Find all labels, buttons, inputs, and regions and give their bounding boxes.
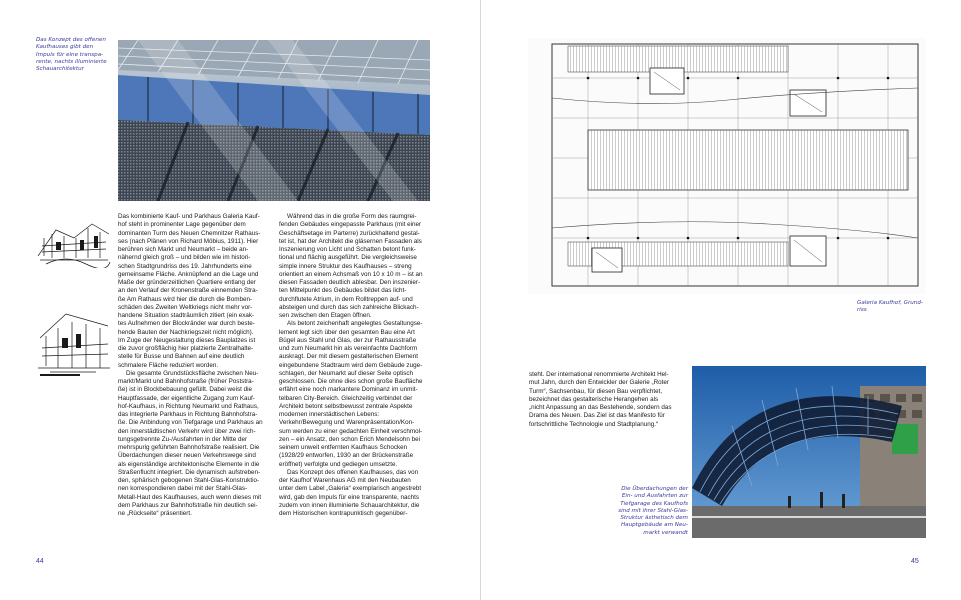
text-column-3 [529, 371, 681, 429]
paragraph: Die gesamte Grundstücksfläche zwischen Neu- markt/Markt und Bahnhofstraße (früher Poststra- ße) ist in Blockbebauung gefüllt. Dabei weist die Hauptfassade, der eigentliche Zugang zum Kauf- hof-Kaufhaus, in Richtung Neumarkt und Rathaus, das integrierte Parkhaus in Richtung Bahnhofstra- ße. Die Anbindung von Tiefgarage und Parkhaus an den innerstädtischen Verkehr wird über zwei rich- tungsgetrennte Zu-/Ausfahrten in der Mitte der mehrspurig geführten Bahnhofstraße realisiert. Die Überdachungen dieser neuen Verkehrswege sind als eigenständige architektonische Elemente in die Straßenflucht integriert. Die dynamisch aufstreben- den, sphärisch gebogenen Stahl-Glas-Konstruktio- nen korrespondieren dabei mit der Stahl-Glas- Metall-Haut des Kaufhauses, auch wenn dieses mit dem Parkhaus zur Bahnhofstraße hin deutlich sei- ne „Rückseite“ präsentiert. [118, 369, 263, 517]
paragraph: Das Konzept des offenen Kaufhauses, das von der Kaufhof Warenhaus AG mit den Neubauten unter dem Label „Galeria“ exemplarisch angestrebt wird, gab den Impuls für eine transparente, nachts zudem von innen illuminierte Schauarchitektur, die dem Historischen kontrapunktisch gegenüber- [279, 468, 422, 517]
paragraph: Während das in die große Form des raumgrei- fenden Gebäudes eingepasste Parkhaus (mit einer Geschäftsetage im Parterre) zurückhaltend gestal- tet ist, hat der Architekt die gläsernen Fassaden als Inszenierung von Licht und Schatten betont funk- tional und flächig ausgeführt. Die vergleichsweise simple innere Struktur des Kaufhauses – streng orientiert an einem Achsmaß von 10 x 10 m – ist an diesen Fassaden deutlich ablesbar. Den inszenier- ten Mittelpunkt des Gebäudes bildet das licht- durchflutete Atrium, in dem Rolltreppen auf- und absteigen und durch das sich zahlreiche Blickach- sen zwischen den Etagen öffnen. [279, 213, 423, 319]
text-column-1 [118, 213, 269, 518]
top-photo-caption: Das Konzept des offenen Kaufhauses gibt den Impuls für eine transpa- rente, nachts illuminierte Schauarchitektur [36, 37, 107, 73]
sketch-drawing-2 [36, 308, 111, 380]
canopy-photo-caption: Die Überdachungen der Ein- und Ausfahrten zur Tiefgarage des Kaufhofs sind mit ihrer Stahl-Glas- Struktur ästhetisch dem Hauptgebäude am Neu- markt verwandt [618, 486, 688, 536]
paragraph: Als betont zeichenhaft angelegtes Gestaltungse- lement legt sich über den gesamten Bau eine Art Bügel aus Stahl und Glas, der zur Rathausstraße und zum Neumarkt hin als vereinfachte Dachform auskragt. Der mit diesem gestalterischen Element eingebundene Stadtraum wird dem Gebäude zuge- schlagen, der Neumarkt auf dieser Seite optisch geschlossen. Die ohne dies schon große Baufläche erfährt eine noch markantere Dominanz im unmit- telbaren City-Bereich. Gleichzeitig verbindet der Architekt betont selbstbewusst zentrale Aspekte modernen innerstädtischen Lebens: Verkehr/Bewegung und Warenpräsentation/Kon- sum werden zu einer gedachten Einheit verschmol- zen – ein Ansatz, den schon Erich Mendelsohn bei seinem unweit entfernten Kaufhaus Schocken (1928/29 entworfen, 1930 an der Brückenstraße eröffnet) verfolgte und gediegen umsetzte. [279, 320, 423, 468]
page-number-right: 45 [911, 558, 919, 565]
page-divider [480, 0, 481, 600]
text-column-2 [279, 213, 430, 518]
facade-photo [118, 40, 430, 201]
paragraph: steht. Der international renommierte Architekt Hel- mut Jahn, durch den Entwickler der Galerie „Roter Turm“, Sachsenbau, für diesen Bau verpflichtet, bezeichnet das gestalterische Herangehen als „nicht Anpassung an das Bestehende, sondern das Drama des Neuen. Das Ziel ist das Manifesto für fortschrittliche Technologie und Stadtplanung.“ [529, 371, 672, 428]
entrance-canopy-photo [692, 366, 926, 538]
floor-plan [528, 38, 926, 294]
paragraph: Das kombinierte Kauf- und Parkhaus Galeria Kauf- hof steht in prominenter Lage gegenüber dem dominanten Turm des Neuen Chemnitzer Rathaus- ses (nach Plänen von Richard Möbius, 1911). Hier berühren sich Markt und Neumarkt – beide an- nähernd gleich groß – und bilden wie im histori- schen Stadtgrundriss des 19. Jahrhunderts eine gemeinsame Fläche. Anknüpfend an die Lage und Maße der gründerzeitlichen Quartiere entlang der an den Verlauf der Kronenstraße einnemden Stra- ße Am Rathaus wird hier die durch die Bomben- schäden des Zweiten Weltkriegs nicht mehr vor- handene Situation stadträumlich zitiert (ein exak- tes Aufnehmen der Blockränder war durch beste- hende Bauten der Nachkriegszeit nicht möglich). Im Zuge der Neugestaltung dieses Bauplatzes ist die zuvor großflächig hier platzierte Zentralhalte- stelle für Busse und Bahnen auf eine deutlich schmalere Fläche reduziert worden. [118, 213, 261, 369]
floor-plan-caption: Galeria Kaufhof, Grund- riss [857, 300, 923, 314]
page-number-left: 44 [36, 558, 44, 565]
sketch-drawing-1 [36, 216, 111, 268]
